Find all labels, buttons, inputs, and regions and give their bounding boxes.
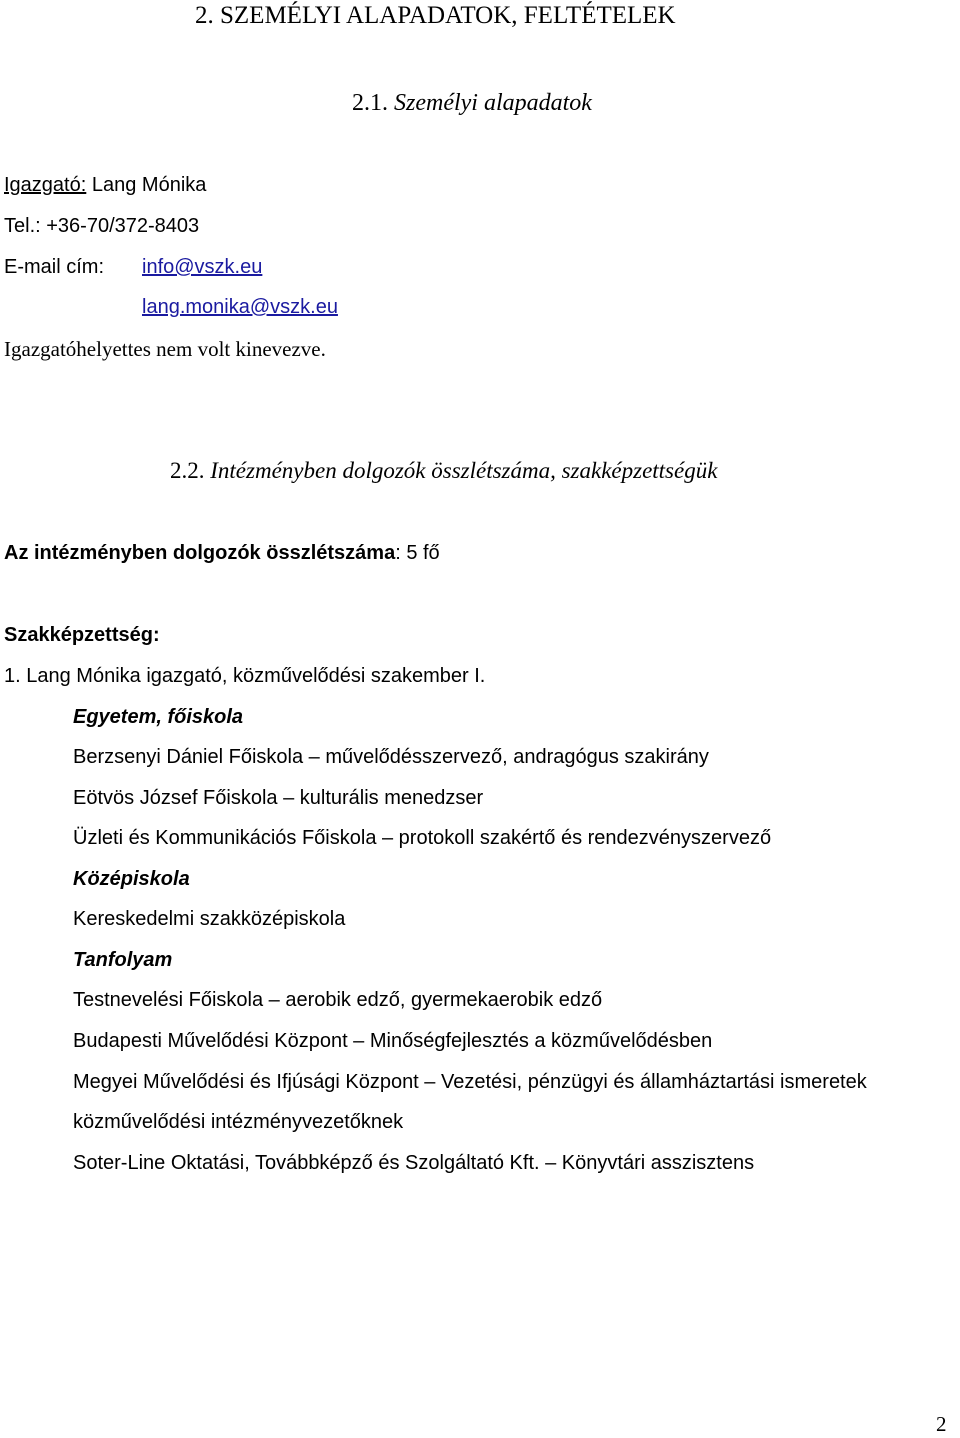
section-title: Intézményben dolgozók összlétszáma, szakképzettségük: [210, 458, 718, 483]
university-item: Üzleti és Kommunikációs Főiskola – protokoll szakértő és rendezvényszervező: [73, 827, 772, 849]
course-item: Soter-Line Oktatási, Továbbképző és Szolgáltató Kft. – Könyvtári asszisztens: [73, 1152, 755, 1174]
page-number: 2: [936, 1412, 947, 1436]
section-heading-2-2: [170, 458, 717, 484]
course-item: Budapesti Művelődési Központ – Minőségfejlesztés a közművelődésben: [73, 1030, 713, 1052]
director-name: Lang Mónika: [91, 174, 207, 196]
page-heading: 2. SZEMÉLYI ALAPADATOK, FELTÉTELEK: [195, 2, 676, 29]
course-item: Testnevelési Főiskola – aerobik edző, gyermekaerobik edző: [73, 989, 603, 1011]
course-item: Megyei Művelődési és Ifjúsági Központ – Vezetési, pénzügyi és államháztartási ismeretek: [73, 1071, 867, 1093]
course-item-continuation: közművelődési intézményvezetőknek: [73, 1111, 404, 1133]
section-title: Személyi alapadatok: [394, 90, 592, 116]
university-item: Eötvös József Főiskola – kulturális menedzser: [73, 787, 484, 809]
email-link-director[interactable]: lang.monika@vszk.eu: [142, 296, 338, 318]
university-heading: Egyetem, főiskola: [73, 706, 244, 728]
email-label: E-mail cím:: [4, 256, 104, 278]
section-heading-2-1: [352, 90, 592, 118]
deputy-note: Igazgatóhelyettes nem volt kinevezve.: [4, 337, 326, 361]
qualification-label: Szakképzettség:: [4, 624, 160, 646]
staff-total-label: Az intézményben dolgozók összlétszáma: [4, 542, 396, 564]
director-line: [4, 174, 206, 197]
person-1: 1. Lang Mónika igazgató, közművelődési szakember I.: [4, 665, 486, 687]
university-item: Berzsenyi Dániel Főiskola – művelődésszervező, andragógus szakirány: [73, 746, 709, 768]
staff-total-value: : 5 fő: [395, 542, 440, 564]
email-link-info[interactable]: info@vszk.eu: [142, 256, 263, 278]
secondary-item: Kereskedelmi szakközépiskola: [73, 908, 346, 930]
director-tel: Tel.: +36-70/372-8403: [4, 215, 200, 237]
secondary-heading: Középiskola: [73, 868, 190, 890]
course-heading: Tanfolyam: [73, 949, 173, 971]
staff-total: [4, 542, 440, 565]
section-number: 2.2.: [170, 458, 205, 483]
section-number: 2.1.: [352, 90, 388, 116]
director-label: Igazgató:: [4, 174, 87, 196]
